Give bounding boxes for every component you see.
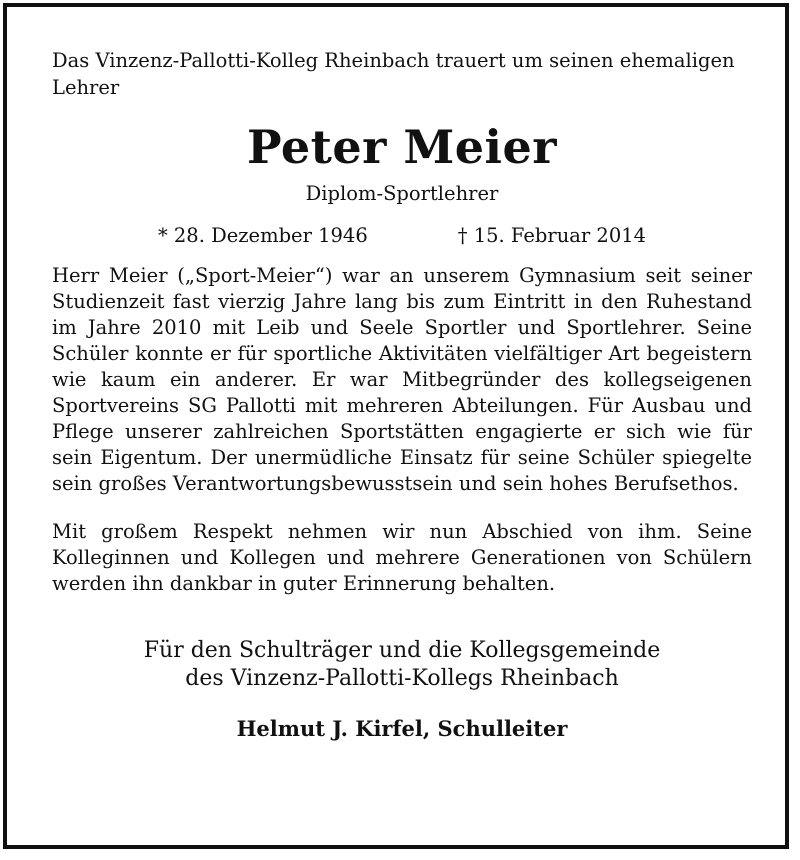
- signature-line-1: Für den Schulträger und die Kollegsgemeinde: [143, 638, 661, 663]
- tribute-paragraph: Herr Meier („Sport-Meier“) war an unserem Gymnasium seit seiner Studienzeit fast vierzig Jahre lang bis zum Eintritt in den Ruhestand im Jahre 2010 mit Leib und Seele Sportler und Sportlehrer. Seine Schüler konnte er für sportliche Aktivitäten vielfältiger Art begeistern wie kaum ein anderer. Er war Mitbegründer des kollegseigenen Sportvereins SG Pallotti mit mehreren Abteilungen. Für Ausbau und Pflege unserer zahlreichen Sportstätten engagierte er sich wie für sein Eigentum. Der unermüdliche Einsatz für seine Schüler spiegelte sein großes Verantwortungsbewusstsein und sein hohes Berufsethos.: [52, 264, 752, 495]
- signature-line-2: des Vinzenz-Pallotti-Kollegs Rheinbach: [185, 666, 619, 691]
- signature-block: [52, 637, 752, 693]
- life-dates: [52, 223, 752, 249]
- birth-date: * 28. Dezember 1946: [157, 224, 368, 247]
- signer-name: Helmut J. Kirfel, Schulleiter: [236, 716, 568, 741]
- deceased-name: Peter Meier: [246, 120, 558, 174]
- death-date: † 15. Februar 2014: [457, 224, 647, 247]
- profession: Diplom-Sportlehrer: [305, 182, 499, 205]
- farewell-paragraph: Mit großem Respekt nehmen wir nun Abschied von ihm. Seine Kolleginnen und Kollegen und mehrere Generationen von Schülern werden ihn dankbar in guter Erinnerung behalten.: [52, 520, 752, 595]
- intro-text: Das Vinzenz-Pallotti-Kolleg Rheinbach trauert um seinen ehemaligen Lehrer: [52, 49, 735, 99]
- obituary-notice: [52, 47, 752, 743]
